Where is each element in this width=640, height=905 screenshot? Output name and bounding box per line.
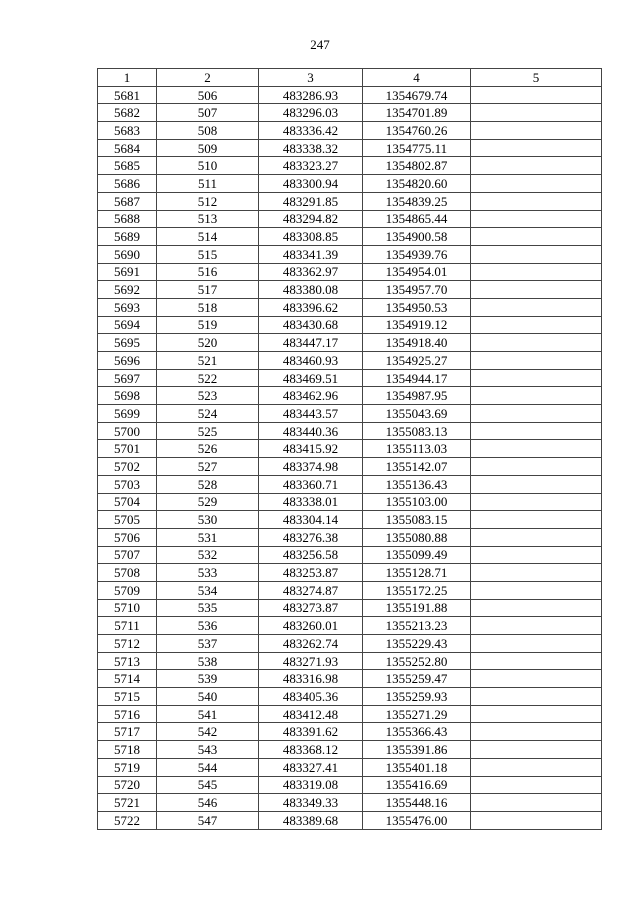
table-cell: 512 xyxy=(157,192,259,210)
table-row xyxy=(98,741,602,759)
table-cell: 1354957.70 xyxy=(363,281,471,299)
table-cell xyxy=(471,387,602,405)
table-cell: 1355136.43 xyxy=(363,475,471,493)
table-row xyxy=(98,493,602,511)
table-cell: 1354919.12 xyxy=(363,316,471,334)
table-cell: 1355191.88 xyxy=(363,599,471,617)
table-cell xyxy=(471,245,602,263)
table-cell: 5687 xyxy=(98,192,157,210)
table-cell xyxy=(471,86,602,104)
table-cell: 5710 xyxy=(98,599,157,617)
table-row xyxy=(98,422,602,440)
table-cell: 510 xyxy=(157,157,259,175)
table-cell: 483412.48 xyxy=(259,705,363,723)
table-cell xyxy=(471,670,602,688)
table-cell: 5712 xyxy=(98,635,157,653)
table-cell: 5719 xyxy=(98,758,157,776)
table-cell: 525 xyxy=(157,422,259,440)
table-cell: 523 xyxy=(157,387,259,405)
table-cell: 1355043.69 xyxy=(363,405,471,423)
table-cell: 526 xyxy=(157,440,259,458)
table-cell xyxy=(471,741,602,759)
table-cell: 483440.36 xyxy=(259,422,363,440)
table-cell: 536 xyxy=(157,617,259,635)
table-cell: 529 xyxy=(157,493,259,511)
table-cell: 5722 xyxy=(98,811,157,829)
table-cell: 1354679.74 xyxy=(363,86,471,104)
table-cell: 483323.27 xyxy=(259,157,363,175)
table-cell: 483380.08 xyxy=(259,281,363,299)
table-cell: 1355259.93 xyxy=(363,688,471,706)
table-cell: 507 xyxy=(157,104,259,122)
table-cell: 1355271.29 xyxy=(363,705,471,723)
table-cell: 514 xyxy=(157,228,259,246)
table-row xyxy=(98,811,602,829)
table-row xyxy=(98,104,602,122)
column-header: 5 xyxy=(471,69,602,87)
table-cell: 537 xyxy=(157,635,259,653)
table-cell: 5715 xyxy=(98,688,157,706)
table-row xyxy=(98,564,602,582)
table-cell: 483336.42 xyxy=(259,122,363,140)
table-cell: 5698 xyxy=(98,387,157,405)
table-cell: 5681 xyxy=(98,86,157,104)
table-cell: 483271.93 xyxy=(259,652,363,670)
table-cell xyxy=(471,581,602,599)
table-cell: 483341.39 xyxy=(259,245,363,263)
table-cell: 5701 xyxy=(98,440,157,458)
table-cell: 513 xyxy=(157,210,259,228)
table-row xyxy=(98,245,602,263)
table-cell: 5711 xyxy=(98,617,157,635)
table-cell: 1354900.58 xyxy=(363,228,471,246)
table-cell: 5709 xyxy=(98,581,157,599)
table-cell: 541 xyxy=(157,705,259,723)
table-row xyxy=(98,458,602,476)
coordinates-table xyxy=(97,68,602,830)
table-cell: 5705 xyxy=(98,511,157,529)
table-cell: 5692 xyxy=(98,281,157,299)
table-cell: 483360.71 xyxy=(259,475,363,493)
page-number: 247 xyxy=(310,37,330,52)
table-cell: 483430.68 xyxy=(259,316,363,334)
table-cell: 540 xyxy=(157,688,259,706)
table-cell: 1354775.11 xyxy=(363,139,471,157)
table-cell xyxy=(471,528,602,546)
table-cell: 538 xyxy=(157,652,259,670)
table-cell: 5682 xyxy=(98,104,157,122)
table-cell: 1355401.18 xyxy=(363,758,471,776)
table-row xyxy=(98,175,602,193)
table-row xyxy=(98,723,602,741)
table-cell: 5691 xyxy=(98,263,157,281)
table-cell: 483260.01 xyxy=(259,617,363,635)
table-row xyxy=(98,794,602,812)
table-cell: 1355142.07 xyxy=(363,458,471,476)
table-cell: 483405.36 xyxy=(259,688,363,706)
table-cell xyxy=(471,705,602,723)
table-cell: 543 xyxy=(157,741,259,759)
table-cell: 5716 xyxy=(98,705,157,723)
table-cell xyxy=(471,546,602,564)
table-cell xyxy=(471,352,602,370)
table-row xyxy=(98,369,602,387)
table-row xyxy=(98,528,602,546)
table-row xyxy=(98,387,602,405)
table-cell: 1355080.88 xyxy=(363,528,471,546)
table-cell: 518 xyxy=(157,298,259,316)
table-row xyxy=(98,599,602,617)
table-cell: 1354760.26 xyxy=(363,122,471,140)
table-cell: 5695 xyxy=(98,334,157,352)
table-cell: 530 xyxy=(157,511,259,529)
table-cell: 483338.32 xyxy=(259,139,363,157)
table-cell: 1354839.25 xyxy=(363,192,471,210)
table-cell xyxy=(471,192,602,210)
table-cell: 483396.62 xyxy=(259,298,363,316)
table-cell xyxy=(471,263,602,281)
table-cell: 483316.98 xyxy=(259,670,363,688)
table-cell xyxy=(471,794,602,812)
table-cell: 5703 xyxy=(98,475,157,493)
table-cell: 483256.58 xyxy=(259,546,363,564)
table-cell xyxy=(471,157,602,175)
column-header: 2 xyxy=(157,69,259,87)
table-cell xyxy=(471,440,602,458)
column-header: 3 xyxy=(259,69,363,87)
table-cell: 5721 xyxy=(98,794,157,812)
table-cell: 5713 xyxy=(98,652,157,670)
table-cell: 5708 xyxy=(98,564,157,582)
table-header-row xyxy=(98,69,602,87)
table-cell: 520 xyxy=(157,334,259,352)
table-cell: 483273.87 xyxy=(259,599,363,617)
table-cell: 531 xyxy=(157,528,259,546)
table-cell: 483460.93 xyxy=(259,352,363,370)
table-cell: 1355083.15 xyxy=(363,511,471,529)
table-cell: 483304.14 xyxy=(259,511,363,529)
table-row xyxy=(98,210,602,228)
table-cell: 547 xyxy=(157,811,259,829)
table-cell xyxy=(471,652,602,670)
table-cell xyxy=(471,617,602,635)
table-cell: 5704 xyxy=(98,493,157,511)
table-cell: 5684 xyxy=(98,139,157,157)
table-row xyxy=(98,670,602,688)
table-cell: 483447.17 xyxy=(259,334,363,352)
table-row xyxy=(98,298,602,316)
table-cell: 1355391.86 xyxy=(363,741,471,759)
table-cell xyxy=(471,475,602,493)
table-cell: 1355103.00 xyxy=(363,493,471,511)
table-cell: 483253.87 xyxy=(259,564,363,582)
table-cell: 515 xyxy=(157,245,259,263)
table-cell: 522 xyxy=(157,369,259,387)
table-cell xyxy=(471,811,602,829)
table-cell xyxy=(471,228,602,246)
table-cell xyxy=(471,316,602,334)
table-cell: 532 xyxy=(157,546,259,564)
table-cell: 1355448.16 xyxy=(363,794,471,812)
table-cell: 1354954.01 xyxy=(363,263,471,281)
table-cell: 5718 xyxy=(98,741,157,759)
table-row xyxy=(98,122,602,140)
table-cell: 535 xyxy=(157,599,259,617)
table-cell: 483443.57 xyxy=(259,405,363,423)
table-cell xyxy=(471,298,602,316)
table-cell: 483296.03 xyxy=(259,104,363,122)
table-row xyxy=(98,758,602,776)
table-row xyxy=(98,334,602,352)
table-row xyxy=(98,281,602,299)
table-cell: 5717 xyxy=(98,723,157,741)
table-cell: 545 xyxy=(157,776,259,794)
table-cell: 5696 xyxy=(98,352,157,370)
table-cell: 5694 xyxy=(98,316,157,334)
table-cell: 5699 xyxy=(98,405,157,423)
table-cell: 483374.98 xyxy=(259,458,363,476)
table-cell: 1354918.40 xyxy=(363,334,471,352)
table-cell xyxy=(471,104,602,122)
table-cell: 1354865.44 xyxy=(363,210,471,228)
table-cell: 506 xyxy=(157,86,259,104)
table-cell: 1355259.47 xyxy=(363,670,471,688)
table-cell: 5686 xyxy=(98,175,157,193)
table-cell: 508 xyxy=(157,122,259,140)
table-cell: 5690 xyxy=(98,245,157,263)
table-cell: 539 xyxy=(157,670,259,688)
table-cell: 516 xyxy=(157,263,259,281)
table-cell: 1354950.53 xyxy=(363,298,471,316)
table-cell xyxy=(471,281,602,299)
table-row xyxy=(98,86,602,104)
table-cell xyxy=(471,422,602,440)
table-cell: 483276.38 xyxy=(259,528,363,546)
table-cell xyxy=(471,511,602,529)
table-cell: 542 xyxy=(157,723,259,741)
table-row xyxy=(98,475,602,493)
table-cell: 524 xyxy=(157,405,259,423)
table-cell: 483300.94 xyxy=(259,175,363,193)
table-row xyxy=(98,440,602,458)
table-row xyxy=(98,228,602,246)
table-row xyxy=(98,635,602,653)
table-cell: 483319.08 xyxy=(259,776,363,794)
table-cell xyxy=(471,758,602,776)
table-row xyxy=(98,511,602,529)
table-cell: 483327.41 xyxy=(259,758,363,776)
table-cell: 546 xyxy=(157,794,259,812)
table-cell: 5720 xyxy=(98,776,157,794)
table-cell: 533 xyxy=(157,564,259,582)
column-header: 4 xyxy=(363,69,471,87)
table-cell xyxy=(471,139,602,157)
table-cell: 1355416.69 xyxy=(363,776,471,794)
table-row xyxy=(98,776,602,794)
table-cell: 483291.85 xyxy=(259,192,363,210)
table-cell: 483338.01 xyxy=(259,493,363,511)
table-cell: 5685 xyxy=(98,157,157,175)
table-cell: 5693 xyxy=(98,298,157,316)
table-cell xyxy=(471,493,602,511)
table-cell xyxy=(471,175,602,193)
table-cell: 5697 xyxy=(98,369,157,387)
table-cell: 517 xyxy=(157,281,259,299)
table-cell: 483415.92 xyxy=(259,440,363,458)
table-cell: 483389.68 xyxy=(259,811,363,829)
table-row xyxy=(98,157,602,175)
table-cell: 5689 xyxy=(98,228,157,246)
table-cell: 1355172.25 xyxy=(363,581,471,599)
column-header: 1 xyxy=(98,69,157,87)
table-cell: 527 xyxy=(157,458,259,476)
table-row xyxy=(98,316,602,334)
table-cell: 1354987.95 xyxy=(363,387,471,405)
table-cell: 1354925.27 xyxy=(363,352,471,370)
table-cell: 483274.87 xyxy=(259,581,363,599)
table-cell xyxy=(471,635,602,653)
table-cell xyxy=(471,599,602,617)
table-cell: 483462.96 xyxy=(259,387,363,405)
table-cell: 544 xyxy=(157,758,259,776)
table-cell: 1354944.17 xyxy=(363,369,471,387)
table-cell xyxy=(471,122,602,140)
table-cell: 1354802.87 xyxy=(363,157,471,175)
table-cell: 5683 xyxy=(98,122,157,140)
table-row xyxy=(98,352,602,370)
table-row xyxy=(98,192,602,210)
table-cell: 528 xyxy=(157,475,259,493)
table-cell: 5688 xyxy=(98,210,157,228)
table-cell xyxy=(471,723,602,741)
table-cell: 483286.93 xyxy=(259,86,363,104)
table-cell: 5706 xyxy=(98,528,157,546)
table-row xyxy=(98,688,602,706)
table-body xyxy=(98,86,602,829)
table-cell: 483262.74 xyxy=(259,635,363,653)
table-cell: 1354939.76 xyxy=(363,245,471,263)
table-cell xyxy=(471,458,602,476)
table-cell: 5700 xyxy=(98,422,157,440)
table-row xyxy=(98,263,602,281)
table-cell: 483368.12 xyxy=(259,741,363,759)
table-cell xyxy=(471,688,602,706)
table-cell xyxy=(471,776,602,794)
table-cell: 483469.51 xyxy=(259,369,363,387)
table-cell: 1355476.00 xyxy=(363,811,471,829)
table-row xyxy=(98,581,602,599)
table-cell: 509 xyxy=(157,139,259,157)
table-cell: 483391.62 xyxy=(259,723,363,741)
table-row xyxy=(98,652,602,670)
table-cell xyxy=(471,334,602,352)
table-cell: 1355083.13 xyxy=(363,422,471,440)
table-cell: 511 xyxy=(157,175,259,193)
table-cell xyxy=(471,210,602,228)
table-cell: 1354820.60 xyxy=(363,175,471,193)
table-cell: 483308.85 xyxy=(259,228,363,246)
table-row xyxy=(98,546,602,564)
table-cell: 1355099.49 xyxy=(363,546,471,564)
table-cell: 483349.33 xyxy=(259,794,363,812)
table-cell xyxy=(471,369,602,387)
table-cell: 1355366.43 xyxy=(363,723,471,741)
table-cell: 1355213.23 xyxy=(363,617,471,635)
table-row xyxy=(98,705,602,723)
table-cell: 5702 xyxy=(98,458,157,476)
table-cell xyxy=(471,564,602,582)
table-cell: 1355128.71 xyxy=(363,564,471,582)
table-cell: 5714 xyxy=(98,670,157,688)
table-cell: 534 xyxy=(157,581,259,599)
table-cell: 5707 xyxy=(98,546,157,564)
table-cell: 1354701.89 xyxy=(363,104,471,122)
table-row xyxy=(98,139,602,157)
table-row xyxy=(98,617,602,635)
table-cell: 1355113.03 xyxy=(363,440,471,458)
table-cell: 519 xyxy=(157,316,259,334)
table-cell: 1355229.43 xyxy=(363,635,471,653)
table-row xyxy=(98,405,602,423)
table-cell: 1355252.80 xyxy=(363,652,471,670)
table-cell: 483294.82 xyxy=(259,210,363,228)
table-cell xyxy=(471,405,602,423)
table-cell: 483362.97 xyxy=(259,263,363,281)
table-cell: 521 xyxy=(157,352,259,370)
